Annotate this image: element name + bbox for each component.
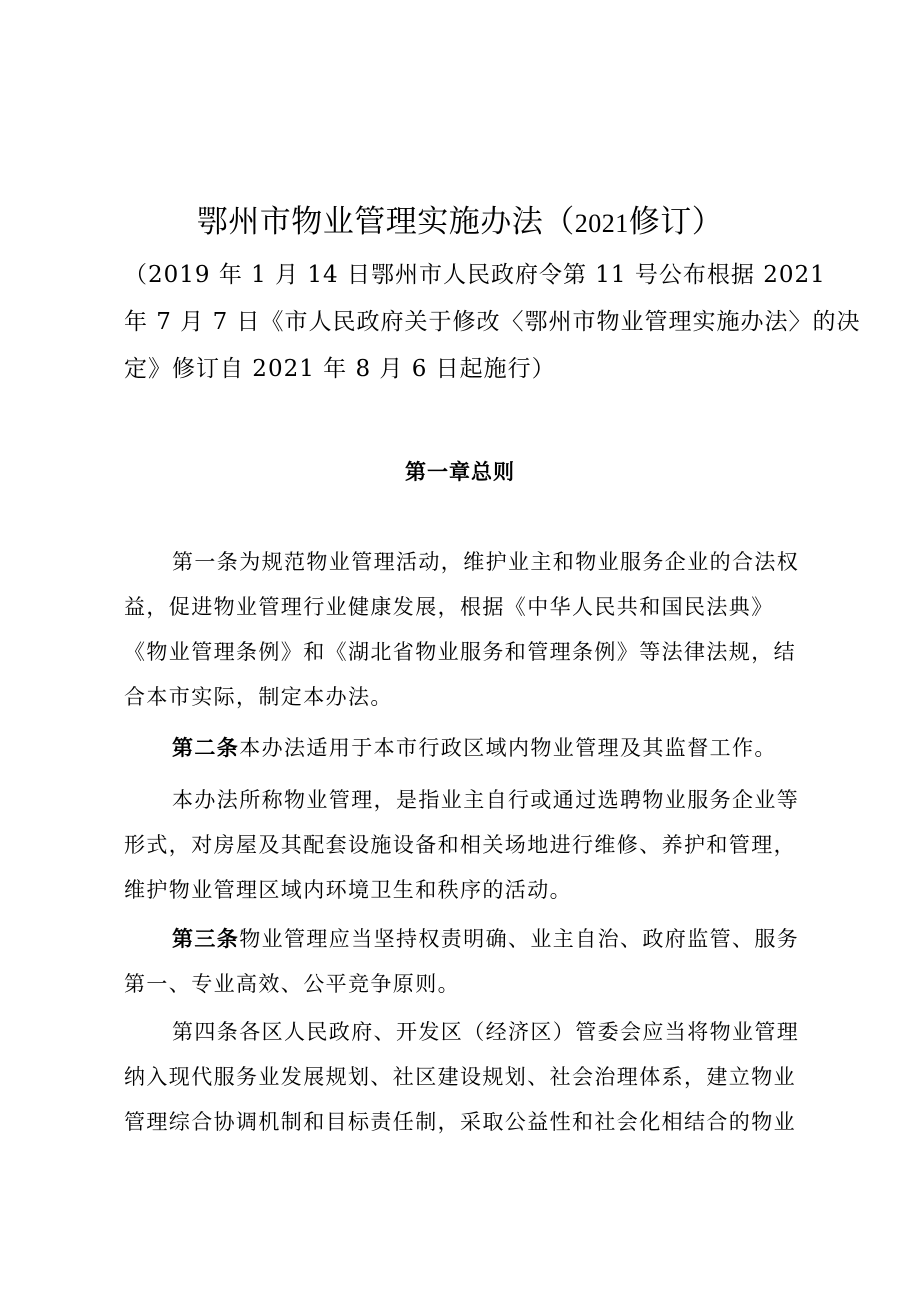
subtitle-line: 年 7 月 7 日《市人民政府关于修改〈鄂州市物业管理实施办法〉的决: [124, 309, 861, 335]
article3-label: 第三条: [172, 927, 240, 951]
article2-para2-line: 形式，对房屋及其配套设施设备和相关场地进行维修、养护和管理，: [124, 833, 796, 857]
article1-line: 益，促进物业管理行业健康发展，根据《中华人民共和国民法典》: [124, 595, 774, 619]
article4-line: 纳入现代服务业发展规划、社区建设规划、社会治理体系，建立物业: [124, 1065, 796, 1089]
article2-para2-line: 维护物业管理区域内环境卫生和秩序的活动。: [124, 878, 572, 902]
article3-line: [172, 919, 814, 959]
article2-label: 第二条: [172, 736, 240, 760]
chapter-heading: 第一章总则: [405, 460, 515, 484]
title-suffix: 修订）: [628, 204, 724, 240]
article2-para2-line: 本办法所称物业管理，是指业主自行或通过选聘物业服务企业等: [172, 788, 800, 812]
title-paren-open: （: [543, 204, 575, 240]
subtitle-line: 定》修订自 2021 年 8 月 6 日起施行）: [124, 356, 556, 382]
article3-text: 物业管理应当坚持权责明确、业主自治、政府监管、服务: [239, 927, 800, 951]
title-main: 鄂州市物业管理实施办法: [196, 204, 544, 240]
article4-line: 第四条各区人民政府、开发区（经济区）管委会应当将物业管理: [172, 1020, 800, 1044]
title-year: 2021: [574, 209, 629, 238]
article2-line: [172, 728, 814, 768]
subtitle-line: （2019 年 1 月 14 日鄂州市人民政府令第 11 号公布根据 2021: [124, 262, 826, 288]
document-title: [0, 200, 920, 246]
article2-text: 本办法适用于本市行政区域内物业管理及其监督工作。: [239, 736, 777, 760]
article1-line: 合本市实际，制定本办法。: [124, 685, 393, 709]
article1-line: 《物业管理条例》和《湖北省物业服务和管理条例》等法律法规，结: [124, 640, 796, 664]
article1-line: 第一条为规范物业管理活动，维护业主和物业服务企业的合法权: [172, 550, 800, 574]
article3-line: 第一、专业高效、公平竞争原则。: [124, 972, 460, 996]
article4-line: 管理综合协调机制和目标责任制，采取公益性和社会化相结合的物业: [124, 1110, 796, 1134]
